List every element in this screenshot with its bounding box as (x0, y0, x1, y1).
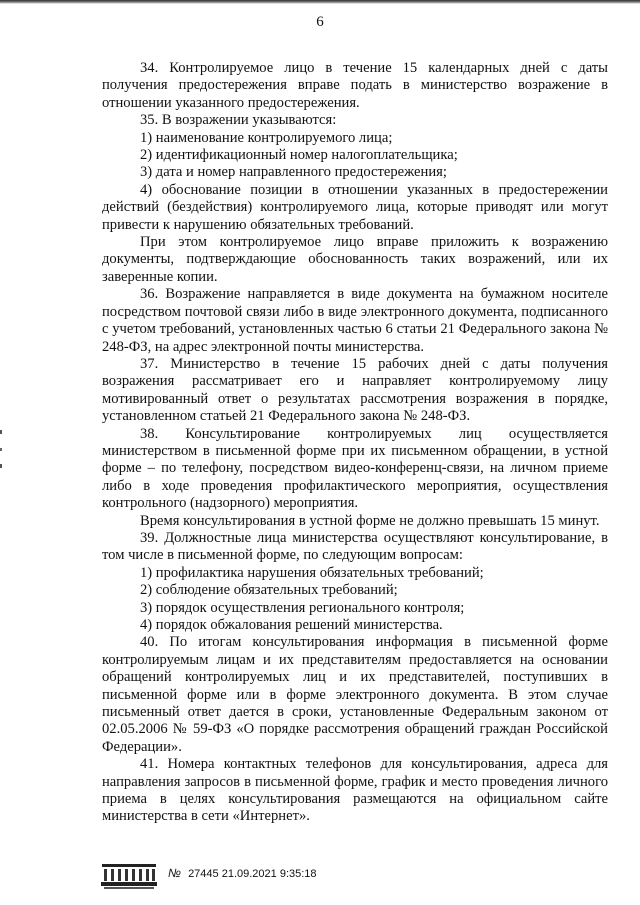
building-stamp-icon (100, 860, 158, 892)
list-item: 2) идентификационный номер налогоплательщика; (140, 147, 458, 164)
list-item: 3) порядок осуществления регионального контроля; (140, 599, 465, 616)
scan-margin-marks-graphic (0, 430, 6, 470)
document-id: 27445 (188, 868, 219, 880)
paragraph-attachment-note: При этом контролируемое лицо вправе приложить к возражению документы, подтверждающие обоснованность таких возражений, или их заверенные копии. (102, 234, 608, 285)
paragraph-38: 38. Консультирование контролируемых лиц осуществляется министерством в письменной форме при их письменном обращении, в устной форме – по телефону, посредством видео-конференц-связи, на личном приеме либо в ходе проведения профилактического мероприятия, осуществления контрольного (надзорного) мероприятия. (102, 425, 608, 512)
document-body (102, 60, 608, 826)
paragraph-37: 37. Министерство в течение 15 рабочих дней с даты получения возражения рассматривает его и направляет контролируемому лицу мотивированный ответ о результатах рассмотрения возражения в порядке, установленном статьей 21 Федерального закона № 248-ФЗ. (102, 355, 608, 425)
registry-stamp (100, 860, 158, 892)
document-registration-mark (168, 866, 317, 880)
document-timestamp: 21.09.2021 9:35:18 (221, 868, 317, 880)
page-number: 6 (316, 14, 324, 30)
paragraph-34: 34. Контролируемое лицо в течение 15 календарных дней с даты получения предостережения вправе подать в министерство возражение в отношении указанного предостережения. (102, 60, 608, 111)
list-item: 2) соблюдение обязательных требований; (140, 582, 398, 599)
top-scan-edge (0, 0, 640, 4)
paragraph-consult-time: Время консультирования в устной форме не должно превышать 15 минут. (140, 512, 600, 529)
number-sign: № (168, 866, 181, 880)
paragraph-40: 40. По итогам консультирования информация в письменной форме контролируемым лицам и их представителям предоставляется на основании обращений контролируемых лиц и их представителей, поступивших в письменной форме или в форме электронного документа. В этом случае письменный ответ дается в сроки, установленные Федеральным законом от 02.05.2006 № 59-ФЗ «О порядке рассмотрения обращений граждан Российской Федерации». (102, 634, 608, 755)
paragraph-36: 36. Возражение направляется в виде документа на бумажном носителе посредством почтовой связи либо в виде электронного документа, подписанного с учетом требований, установленных частью 6 статьи 21 Федерального закона № 248-ФЗ, на адрес электронной почты министерства. (102, 286, 608, 355)
paragraph-35: 35. В возражении указываются: (140, 112, 337, 129)
scan-margin-marks (0, 430, 6, 470)
paragraph-39: 39. Должностные лица министерства осуществляют консультирование, в том числе в письменной форме, по следующим вопросам: (102, 529, 608, 564)
footer (0, 860, 640, 900)
list-item: 1) профилактика нарушения обязательных требований; (140, 564, 484, 581)
paragraph-41: 41. Номера контактных телефонов для консультирования, адреса для направления запросов в письменной форме, график и место проведения личного приема в целях консультирования размещаются на официальном сайте министерства в сети «Интернет». (102, 756, 608, 825)
list-item: 4) обоснование позиции в отношении указанных в предостережении действий (бездействия) контролируемого лица, которые приводят или могут привести к нарушению обязательных требований. (102, 181, 608, 233)
list-item: 1) наименование контролируемого лица; (140, 129, 393, 146)
list-item: 4) порядок обжалования решений министерства. (140, 617, 443, 633)
list-item: 3) дата и номер направленного предостережения; (140, 164, 447, 181)
